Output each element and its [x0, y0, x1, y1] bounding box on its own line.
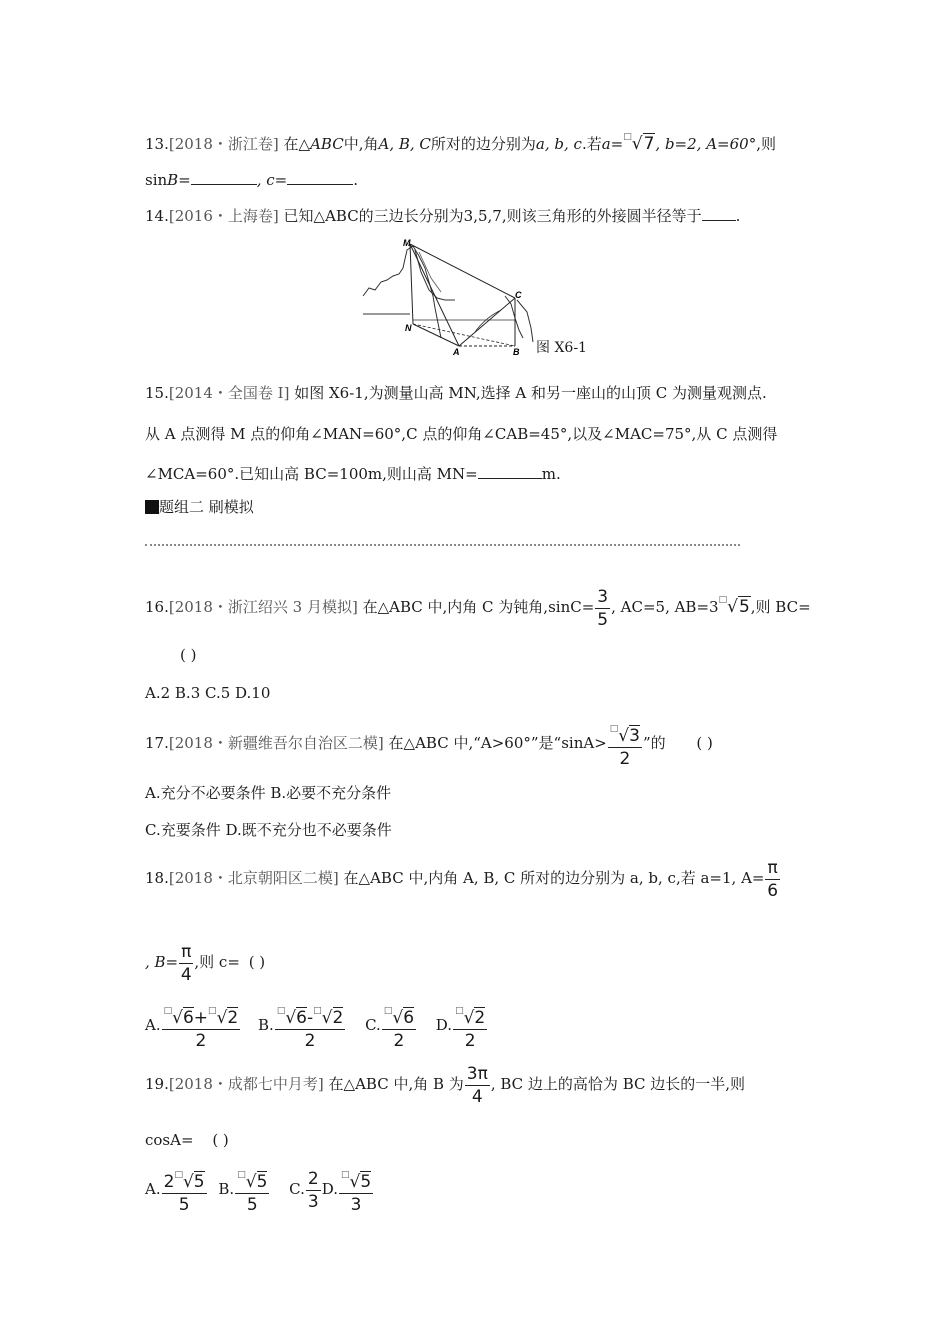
q13-text-a: 在△	[283, 135, 311, 153]
label-B: B	[513, 347, 520, 357]
q13-B: B=	[167, 171, 191, 189]
q18-opt-c-fraction: $\frac{^□√6}{2}$	[382, 1000, 416, 1052]
q16-text-c: ,则 BC=	[750, 598, 811, 616]
q15-number: 15.	[145, 384, 169, 402]
dotted-divider	[145, 544, 740, 546]
q19-cosA: cosA=	[145, 1131, 194, 1149]
q13-vars: A, B, C	[378, 135, 431, 153]
q18-opt-c-label: C.	[365, 1016, 381, 1034]
q18-text-a: 在△ABC 中,内角 A, B, C 所对的边分别为 a, b, c,若 a=1, A=	[343, 869, 765, 887]
q18-paren: ( )	[248, 953, 266, 971]
q16-line1	[145, 578, 811, 631]
section-header	[145, 497, 254, 517]
q18-source: [2018・北京朝阳区二模]	[168, 869, 339, 887]
q15-line1	[145, 383, 767, 403]
line-NB	[413, 324, 515, 346]
q18-text-b: , B=	[145, 953, 179, 971]
q17-number: 17.	[145, 734, 169, 752]
q17-options-2: C.充要条件 D.既不充分也不必要条件	[145, 821, 392, 839]
q18-opt-d-label: D.	[435, 1016, 453, 1034]
q16-source: [2018・浙江绍兴 3 月模拟]	[168, 598, 358, 616]
q18-number: 18.	[145, 869, 169, 887]
q18-opt-d-fraction: $\frac{^□√2}{2}$	[453, 1000, 487, 1052]
q19-opt-d-label: D.	[321, 1180, 338, 1198]
line-MN	[410, 244, 413, 324]
q17-text-a: 在△ABC 中,“A>60°”是“sinA>	[388, 734, 607, 752]
q14-text: 已知△ABC的三边长分别为3,5,7,则该三角形的外接圆半径等于	[283, 207, 702, 225]
label-C: C	[515, 290, 522, 300]
q13-sin: sin	[145, 171, 168, 189]
q13-text-d: .若	[581, 135, 602, 153]
section-marker-icon	[145, 500, 159, 514]
line-MA	[410, 244, 459, 346]
q19-line2	[145, 1130, 229, 1150]
q13-line2	[145, 170, 358, 190]
q15-blank[interactable]	[478, 464, 542, 479]
q19-opt-b-label: B.	[218, 1180, 235, 1198]
q13-sides: a, b, c	[535, 135, 582, 153]
q19-opt-d-fraction: $\frac{^□√5}{3}$	[339, 1164, 373, 1216]
q18-opt-a-fraction: $\frac{^□√6+^□√2}{2}$	[162, 1000, 241, 1052]
q14-end: .	[735, 207, 741, 225]
q19-text-b: , BC 边上的高恰为 BC 边长的一半,则	[490, 1075, 746, 1093]
q18-fraction-a: $\frac{\pi}{6}$	[767, 857, 779, 901]
q13-number: 13.	[145, 135, 169, 153]
q18-opt-a-label: A.	[145, 1016, 161, 1034]
q19-line1	[145, 1062, 745, 1108]
q16-fraction: $\frac{3}{5}$	[597, 586, 609, 630]
q15-line2: 从 A 点测得 M 点的仰角∠MAN=60°,C 点的仰角∠CAB=45°,以及∠MAC=75°,从 C 点测得	[145, 425, 778, 443]
q18-fraction-b: $\frac{\pi}{4}$	[180, 941, 192, 985]
q17-fraction: $\frac{^□√3}{2}$	[608, 718, 642, 770]
q13-line1	[145, 127, 776, 154]
q15-text-1: 如图 X6-1,为测量山高 MN,选择 A 和另一座山的山顶 C 为测量观测点.	[294, 384, 767, 402]
figure-caption: 图 X6-1	[536, 340, 587, 356]
line-NA	[413, 324, 459, 346]
q13-blank-sinB[interactable]	[191, 170, 257, 185]
q17-source: [2018・新疆维吾尔自治区二模]	[168, 734, 384, 752]
q15-text-3a: ∠MCA=60°.已知山高 BC=100m,则山高 MN=	[145, 465, 478, 483]
q13-a-eq: a=	[601, 135, 624, 153]
q18-line2	[145, 940, 265, 986]
q14-blank[interactable]	[702, 206, 736, 221]
q13-blank-c[interactable]	[287, 170, 353, 185]
label-M: M	[403, 238, 411, 248]
q17-text-b: ”的	[642, 734, 666, 752]
line-AC	[459, 298, 515, 346]
q15-source: [2014・全国卷 I]	[168, 384, 290, 402]
label-N: N	[405, 323, 412, 333]
q16-text-b: , AC=5, AB=3	[611, 598, 719, 616]
q13-text-b: 中,角	[343, 135, 379, 153]
q16-text-a: 在△ABC 中,内角 C 为钝角,sinC=	[362, 598, 595, 616]
label-A: A	[453, 347, 460, 357]
q18-line1	[145, 856, 781, 902]
q19-opt-b-fraction: $\frac{^□√5}{5}$	[235, 1164, 269, 1216]
q13-text-c: 所对的边分别为	[430, 135, 536, 153]
q14-number: 14.	[145, 207, 169, 225]
left-mountain-outline	[363, 246, 441, 338]
q14-source: [2016・上海卷]	[168, 207, 279, 225]
q18-text-c: ,则 c=	[194, 953, 240, 971]
q19-paren: ( )	[212, 1131, 229, 1149]
q13-sqrt7: □√7	[623, 132, 655, 154]
q19-source: [2018・成都七中月考]	[168, 1075, 324, 1093]
q17-options-1: A.充分不必要条件 B.必要不充分条件	[145, 784, 392, 802]
q13-c: , c=	[256, 171, 288, 189]
q16-paren: ( )	[180, 646, 197, 664]
q18-options	[145, 1000, 488, 1052]
q15-text-3b: m.	[541, 465, 561, 483]
q18-opt-b-fraction: $\frac{^□√6-^□√2}{2}$	[275, 1000, 346, 1052]
q19-opt-a-fraction: $\frac{2^□√5}{5}$	[162, 1164, 207, 1216]
q13-b-eq: , b=2, A=60°	[655, 135, 757, 153]
q13-abc: ABC	[310, 135, 344, 153]
q19-opt-c-label: C.	[289, 1180, 305, 1198]
q19-options	[145, 1164, 374, 1216]
q13-source: [2018・浙江卷]	[168, 135, 279, 153]
q19-number: 19.	[145, 1075, 169, 1093]
section-title: 题组二 刷模拟	[159, 498, 254, 516]
q13-text-e: ,则	[756, 135, 776, 153]
left-mountain-ridge	[415, 250, 455, 300]
q16-number: 16.	[145, 598, 169, 616]
q14-line	[145, 206, 740, 226]
q19-opt-a-label: A.	[145, 1180, 161, 1198]
q17-line1	[145, 718, 713, 770]
q18-opt-b-label: B.	[258, 1016, 274, 1034]
q17-paren: ( )	[696, 734, 713, 752]
q13-end: .	[353, 171, 359, 189]
q19-fraction: $\frac{3\pi}{4}$	[466, 1063, 488, 1107]
q19-opt-c-fraction: $\frac{2}{3}$	[307, 1168, 319, 1212]
q16-options: A.2 B.3 C.5 D.10	[145, 684, 271, 702]
q15-line3	[145, 464, 561, 484]
q19-text-a: 在△ABC 中,角 B 为	[328, 1075, 464, 1093]
q16-sqrt5: □√5	[718, 595, 750, 617]
